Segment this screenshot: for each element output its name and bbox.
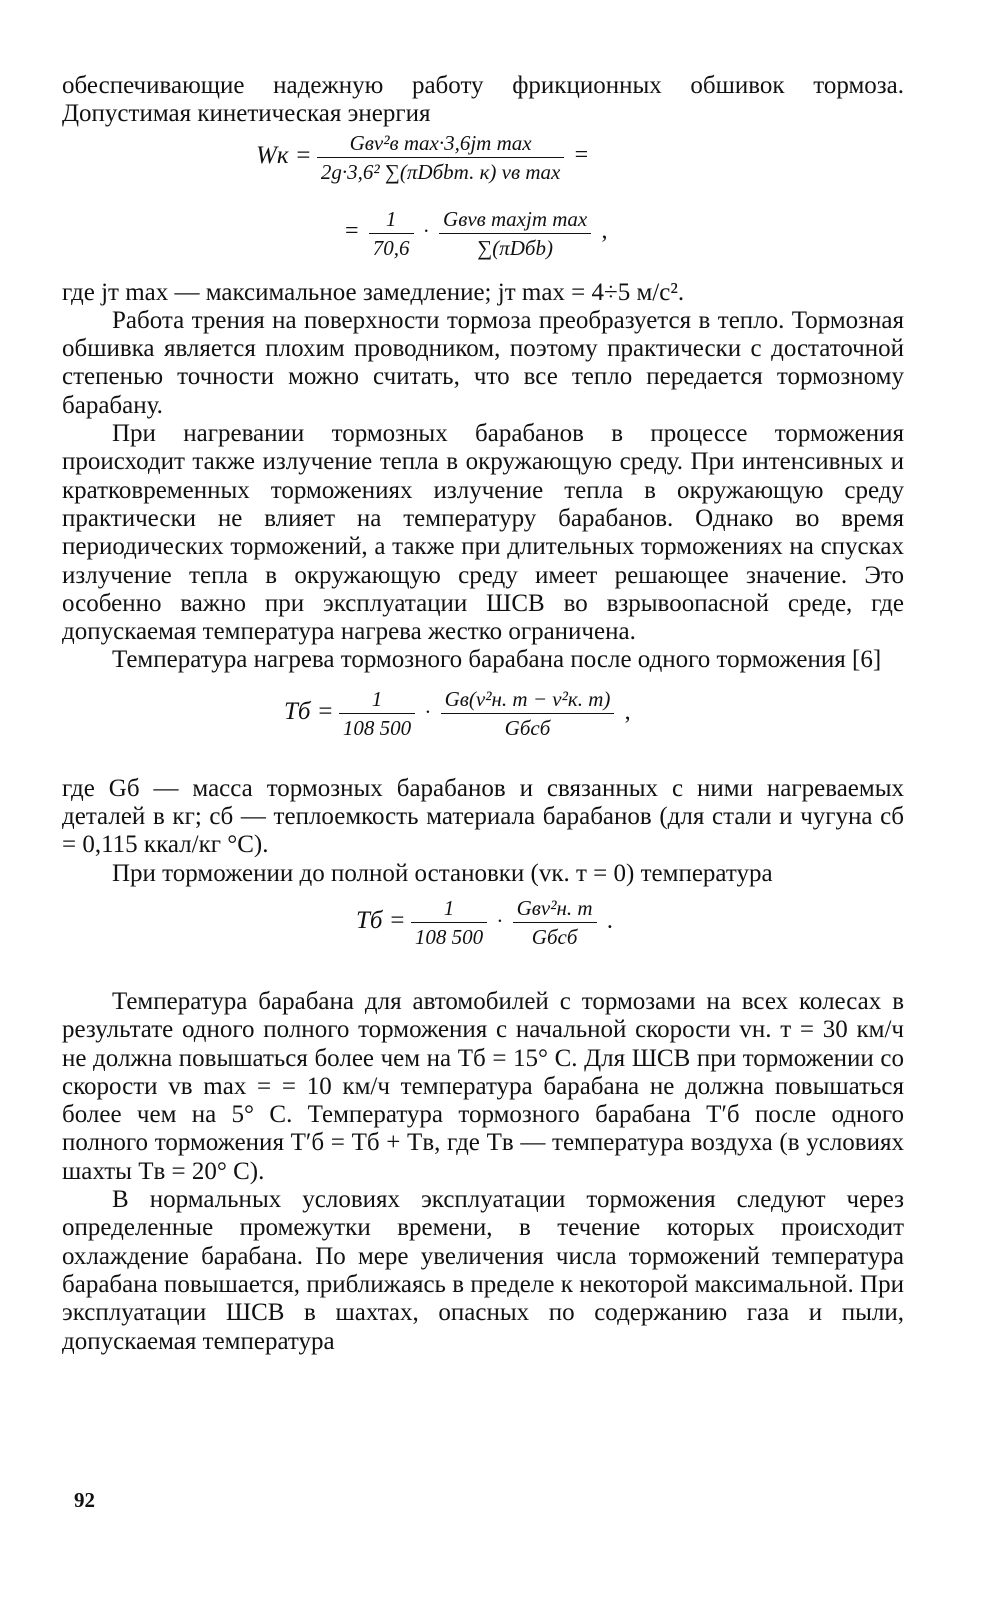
paragraph-3: Работа трения на поверхности тормоза преобразуется в тепло. Тормозная обшивка является плохим проводником, поэтому практически с достаточной степенью точности можно считать, что все тепло передается тормозному барабану. [62, 306, 904, 419]
page-number: 92 [74, 1488, 95, 1512]
formula-tb2-den-b: Gбcб [531, 924, 578, 949]
formula-wk-tail: , [601, 218, 608, 245]
formula-wk-den1: 2g·3,6² ∑(πDбbт. к) vв max [320, 159, 561, 184]
formula-wk-num1: Gвv²в max·3,6jт max [317, 131, 564, 158]
formula-tb2-lhs: Tб = [356, 906, 406, 934]
formula-wk-num2b: Gвvв maxjт max [439, 207, 591, 234]
paragraph-7: При торможении до полной остановки (vк. т = 0) температура [112, 859, 773, 887]
formula-tb2-tail: . [606, 907, 613, 934]
paragraph-8: Температура барабана для автомобилей с тормозами на всех колесах в результате одного полного торможения с начальной скорости vн. т = 30 км/ч не должна повышаться более чем на Tб = 15° С. Для ШСВ при торможении со скорости vв max = = 10 км/ч температура барабана не должна повышаться более чем на 5° С. Температура тормозного барабана T′б после одного полного торможения T′б = Tб + Tв, где Tв — температура воздуха (в условиях шахты Tв = 20° С). [62, 987, 904, 1185]
paragraph-9: В нормальных условиях эксплуатации торможения следуют через определенные промежутки времени, в течение которых происходит охлаждение барабана. По мере увеличения числа торможений температура барабана повышается, приближаясь в пределе к некоторой максимальной. При эксплуатации ШСВ в шахтах, опасных по содержанию газа и пыли, допускаемая температура [62, 1186, 904, 1355]
paragraph-2: где jт max — максимальное замедление; jт max = 4÷5 м/с². [62, 278, 685, 306]
formula-tb1-den-b: Gбcб [504, 715, 551, 740]
formula-tb2-num-b: Gвv²н. т [513, 896, 597, 923]
paragraph-4: При нагревании тормозных барабанов в процессе торможения происходит также излучение тепла в окружающую среду. При интенсивных и кратковременных торможениях излучение тепла в окружающую среду практически не влияет на температуру барабанов. Однако во время периодических торможений, а также при длительных торможениях на спусках излучение тепла в окружающую среду имеет решающее значение. Это особенно важно при эксплуатации ШСВ во взрывоопасной среде, где допускаемая температура нагрева жестко ограничена. [62, 420, 904, 646]
formula-tb2-fraction-a [411, 896, 487, 950]
formula-tb1-tail: , [624, 698, 631, 725]
formula-tb1-num-a: 1 [339, 687, 415, 714]
paragraph-1: обеспечивающие надежную работу фрикционных обшивок тормоза. Допустимая кинетическая энергия [62, 72, 904, 128]
formula-tb1-fraction-b [441, 687, 615, 741]
formula-tb1-num-b: Gв(v²н. т − v²к. т) [441, 687, 615, 714]
paragraph-6: где Gб — масса тормозных барабанов и связанных с ними нагреваемых деталей в кг; cб — теплоемкость материала барабанов (для стали и чугуна cб = 0,115 ккал/кг °С). [62, 774, 904, 859]
page-body [62, 72, 904, 1356]
formula-drum-temperature: Tб = $\frac{1}{108 500}$ · $\frac{\text{Gв(v²н. т − v²к. т)}}{\text{Gбcб}}$ , [62, 675, 904, 775]
formula-kinetic-energy: Wк = $\frac{\text{Gвv²в max·3,6jт max}}{\text{2g·3,6² ∑(πDбbт. к) vв max}}$ = = $\frac{1}{70,6}$ · $\frac{\text{Gвvв maxjт max}}{\text{∑(πDбb)}}$ , [62, 129, 904, 279]
paragraph-5: Температура нагрева тормозного барабана после одного торможения [6] [112, 646, 882, 674]
formula-tb2-num-a: 1 [411, 896, 487, 923]
formula-wk-fraction-2a [369, 207, 414, 261]
formula-wk-fraction-2b [439, 207, 591, 261]
formula-wk-eq-start: = [345, 218, 359, 245]
formula-wk-den2b: ∑(πDбb) [477, 235, 553, 260]
formula-wk-num2a: 1 [369, 207, 414, 234]
formula-tb1-lhs: Tб = [284, 697, 334, 725]
formula-wk-lhs: Wк = [256, 141, 312, 169]
formula-wk-eq-end: = [574, 142, 589, 169]
formula-tb1-den-a: 108 500 [342, 715, 412, 740]
formula-tb1-fraction-a [339, 687, 415, 741]
formula-tb2-den-a: 108 500 [414, 924, 484, 949]
formula-tb2-fraction-b [513, 896, 597, 950]
formula-drum-temperature-full-stop: Tб = $\frac{1}{108 500}$ · $\frac{\text{Gвv²н. т}}{\text{Gбcб}}$ . [62, 888, 904, 988]
formula-wk-fraction-1 [317, 131, 564, 185]
formula-wk-den2a: 70,6 [372, 235, 410, 260]
